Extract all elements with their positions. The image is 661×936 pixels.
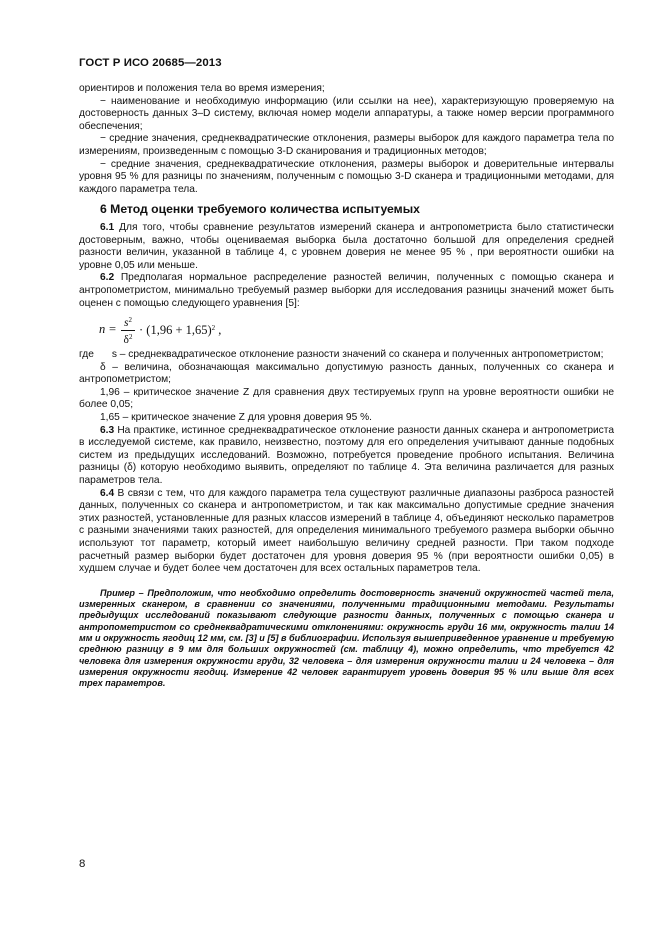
where-label: где: [79, 349, 94, 361]
clause-number: 6.4: [100, 487, 115, 499]
section-heading: 6 Метод оценки требуемого количества испытуемых: [100, 202, 420, 217]
clause-number: 6.2: [100, 272, 115, 284]
clause-number: 6.3: [100, 424, 115, 436]
page-number: 8: [79, 858, 86, 870]
clause-number: 6.1: [100, 221, 115, 233]
where-s-text: s – среднеквадратическое отклонение разности значений со сканера и полученных антропометристом;: [111, 349, 604, 361]
formula-equals: =: [109, 322, 117, 337]
list-item: − средние значения, среднеквадратические отклонения, размеры выборок и доверительные интервалы уровня 95 % для разницы по значениям, полученным с помощью 3-D сканера и традиционными методами, для каждого параметра тела.: [79, 158, 614, 195]
document-header: ГОСТ Р ИСО 20685—2013: [79, 57, 222, 69]
sample-size-formula: [99, 314, 614, 347]
where-s: [79, 349, 614, 362]
where-165: 1,65 – критическое значение Z для уровня доверия 95 %.: [100, 412, 372, 424]
paragraph-6-3: [79, 425, 614, 488]
where-196: 1,96 – критическое значение Z для сравнения двух тестируемых групп на уровне вероятности ошибки не более 0,05;: [79, 386, 614, 411]
formula-lhs: n: [99, 322, 106, 337]
paragraph-text: В связи с тем, что для каждого параметра тела существуют различные диапазоны разброса разностей данных, полученных со сканера и антропометристом, и так как максимально допустимые средние значения этих разностей, установленные для разных классов измерений в таблице 4, объединяют несколько параметров с разными значениями таких разностей, для определения минимального требуемого размера выборки обычно используют тот параметр, который имеет наибольшую величину средней разности. При таком подходе расчетный размер выборки будет достаточен для уровня доверия 95 % (при вероятности ошибки 0,05) в худшем случае и будет более чем достаточен для всех остальных параметров тела.: [79, 487, 614, 575]
paragraph-text: Для того, чтобы сравнение результатов измерений сканера и антропометриста было статистически достоверным, важно, чтобы оцениваемая выборка была достаточно большой для определения средней разности величин, указанной в таблице 4, с уровнем доверия не менее 95 % , при вероятности ошибки на уровне 0,05 или меньше.: [79, 221, 614, 271]
list-item: − наименование и необходимую информацию (или ссылки на нее), характеризующую проверяемую на достоверность данных 3–D систему, включая номер модели аппаратуры, а также номер версии программного обеспечения;: [79, 95, 614, 132]
paragraph-6-4: [79, 488, 614, 576]
paragraph-text: Предполагая нормальное распределение разностей величин, полученных с помощью сканера и антропометристом, минимально требуемый размер выборки для исследования разницы значений может быть оценен с помощью следующего уравнения [5]:: [79, 272, 614, 309]
formula-numerator: $s^2$: [121, 314, 135, 331]
paragraph-6-2: [79, 272, 614, 310]
formula-fraction: [121, 314, 135, 347]
formula-denominator: $\delta^2$: [123, 333, 133, 347]
paragraph-text: На практике, истинное среднеквадратическое отклонение разности данных сканера и антропометриста в исследуемой системе, как правило, неизвестно, поэтому для его определения учитывают данные подобных систем из предыдущих исследований. Возможно, потребуется проведение пробного испытания. Величина разницы (δ) которую необходимо выявить, определяют по таблице 4. Эта величина различается для разных параметров тела.: [79, 424, 614, 487]
example-note: Пример – Предположим, что необходимо определить достоверность значений окружностей частей тела, измеренных сканером, в сравнении со значениями, полученными традиционными методами. Результаты предыдущих исследований показывают следующие разности данных, полученных с помощью сканера и антропометристом со среднеквадратическими отклонениями: окружность груди 16 мм, окружность талии 14 мм и окружность ягодиц 12 мм, см. [3] и [5] в библиографии. Используя вышеприведенное уравнение и требуемую среднюю разницу в 9 мм для больших окружностей (см. таблицу 4), можно определить, что требуется 42 человека для измерения окружности груди, 32 человека – для измерения окружности талии и 24 человека – для измерения окружности ягодиц. Измерение 42 человек гарантирует уровень доверия 95 % или выше для всех трех параметров.: [79, 587, 614, 689]
paragraph-6-1: [79, 222, 614, 272]
where-delta: δ – величина, обозначающая максимально допустимую разность данных, полученных со сканера и антропометристом;: [79, 361, 614, 386]
list-item: − средние значения, среднеквадратические отклонения, размеры выборок для каждого параметра тела по измерениям, произведенным с помощью 3-D сканирования и традиционных методов;: [79, 133, 614, 157]
formula-rest: · $(1,96 + 1,65)^2$ ,: [139, 323, 222, 338]
intro-line: ориентиров и положения тела во время измерения;: [79, 83, 325, 94]
page-content: [79, 83, 614, 689]
